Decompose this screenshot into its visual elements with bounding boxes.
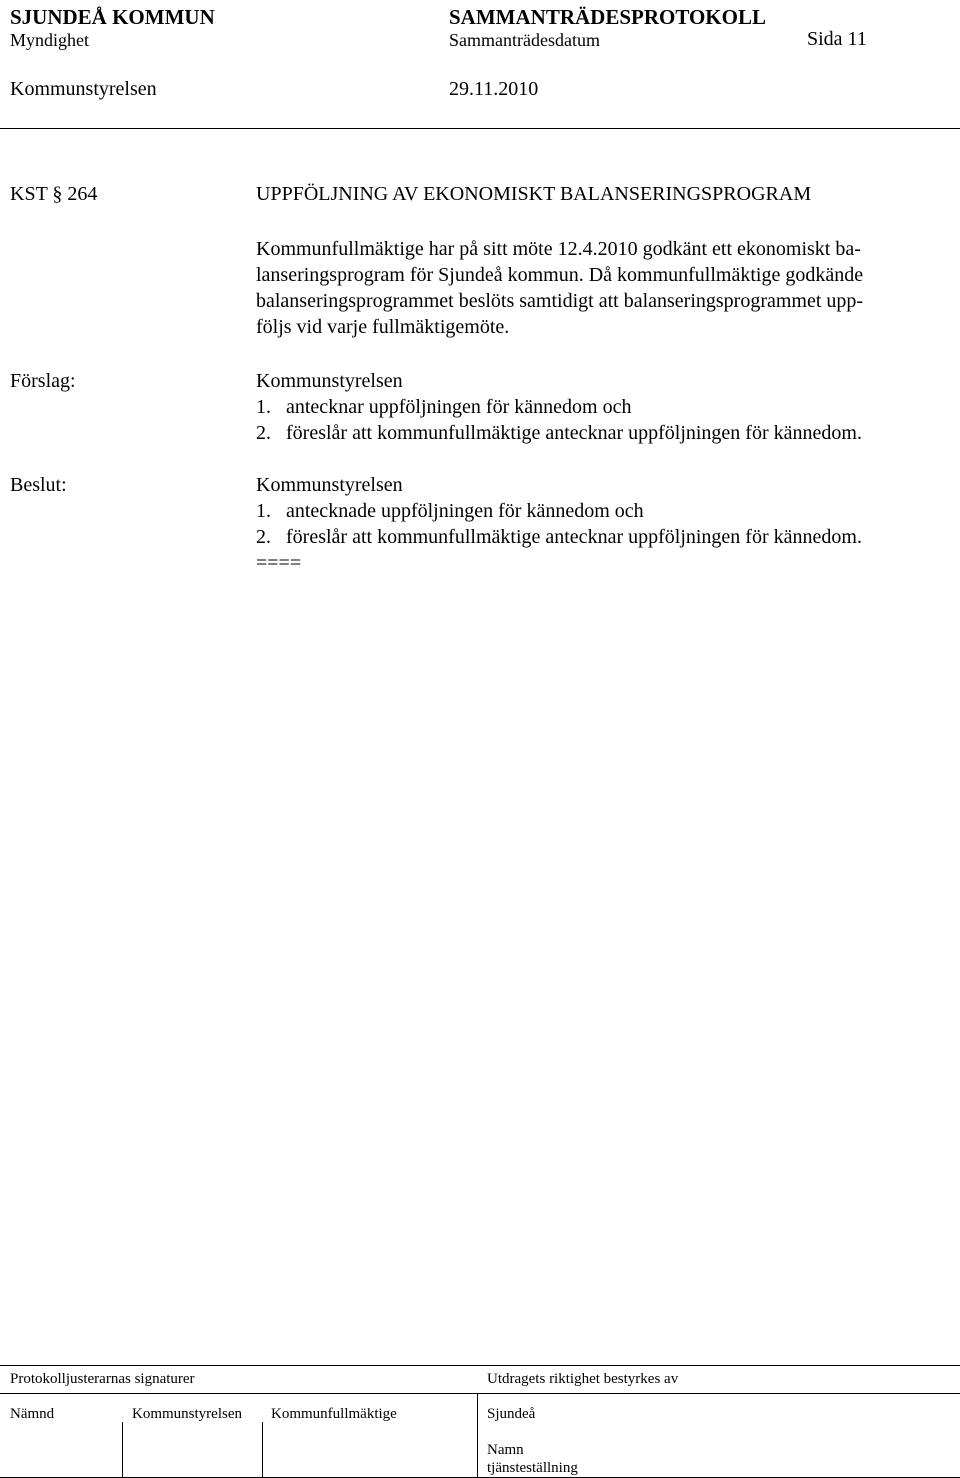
authority-name: Kommunstyrelsen [10,78,157,100]
item-text: föreslår att kommunfullmäktige antecknar uppföljningen för kännedom. [286,422,862,444]
header-divider [0,128,960,129]
section-number: KST § 264 [10,183,98,205]
item-text: föreslår att kommunfullmäktige antecknar uppföljningen för kännedom. [286,526,862,548]
intro-line: följs vid varje fullmäktigemöte. [256,316,510,338]
item-number: 2. [256,526,271,548]
footer-col-divider [262,1422,263,1478]
item-number: 1. [256,396,271,418]
end-mark: ==== [256,552,302,574]
proposal-item [256,420,956,446]
proposal-item [256,394,956,420]
page-number: Sida 11 [807,28,867,50]
item-number: 1. [256,500,271,522]
footer-top-rule [0,1365,960,1366]
intro-line: balanseringsprogrammet beslöts samtidigt att balanseringsprogrammet upp- [256,290,864,312]
footer-mid-rule [0,1393,960,1394]
section-title: UPPFÖLJNING AV EKONOMISKT BALANSERINGSPROGRAM [256,183,812,205]
footer-position: tjänsteställning [487,1460,578,1476]
footer-namnd: Nämnd [10,1406,55,1422]
item-text: antecknar uppföljningen för kännedom och [286,396,632,418]
item-text: antecknade uppföljningen för kännedom och [286,500,644,522]
decision-item [256,524,956,550]
proposal-body: Kommunstyrelsen [256,370,403,392]
footer-sjundea: Sjundeå [487,1406,536,1422]
decision-item [256,498,956,524]
authority-label: Myndighet [10,30,89,50]
date-label: Sammanträdesdatum [449,30,600,50]
decision-block [256,472,956,576]
certify-label: Utdragets riktighet bestyrkes av [487,1371,679,1387]
footer-kommunfullmaktige: Kommunfullmäktige [271,1406,397,1422]
org-name: SJUNDEÅ KOMMUN [10,5,215,29]
proposal-label: Förslag: [10,370,76,392]
intro-line: Kommunfullmäktige har på sitt möte 12.4.2010 godkänt ett ekonomiskt ba- [256,238,861,260]
decision-body: Kommunstyrelsen [256,474,403,496]
footer-col-divider [477,1394,478,1478]
footer-kommunstyrelsen: Kommunstyrelsen [132,1406,242,1422]
footer-namn: Namn [487,1442,524,1458]
intro-line: lanseringsprogram för Sjundeå kommun. Då kommunfullmäktige godkände [256,264,864,286]
signatures-label: Protokolljusterarnas signaturer [10,1371,195,1387]
decision-label: Beslut: [10,474,67,496]
intro-paragraph [256,236,956,340]
meeting-date: 29.11.2010 [449,78,539,100]
document-type: SAMMANTRÄDESPROTOKOLL [449,5,766,29]
item-number: 2. [256,422,271,444]
proposal-block [256,368,956,446]
footer-col-divider [122,1422,123,1478]
